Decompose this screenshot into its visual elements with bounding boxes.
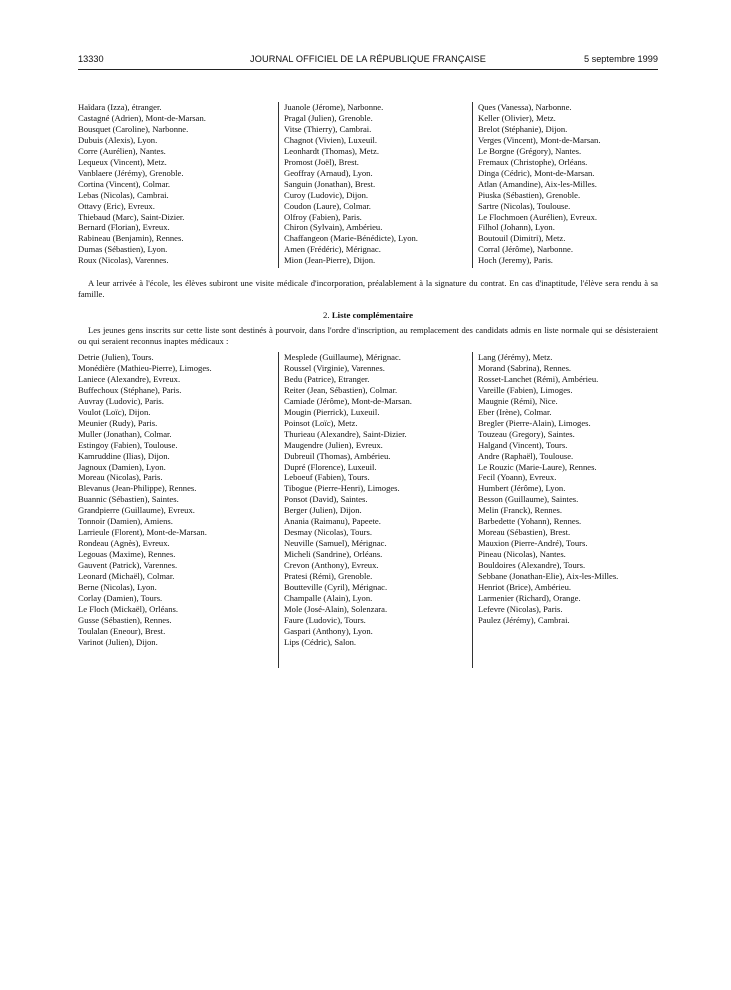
list-entry: Piuska (Sébastien), Grenoble. [478, 189, 581, 200]
list-entry: Bregler (Pierre-Alain), Limoges. [478, 417, 591, 428]
list-entry: Dubuis (Alexis), Lyon. [78, 134, 158, 145]
list-entry: Eber (Irène), Colmar. [478, 406, 552, 417]
list-entry: Jagnoux (Damien), Lyon. [78, 461, 166, 472]
list-entry: Anania (Raimanu), Papeete. [284, 516, 381, 527]
list-entry: Thiebaud (Marc), Saint-Dizier. [78, 211, 185, 222]
list-entry: Gauvent (Patrick), Varennes. [78, 560, 178, 571]
list-entry: Larrieule (Florent), Mont-de-Marsan. [78, 527, 207, 538]
list-entry: Laniece (Alexandre), Evreux. [78, 373, 181, 384]
list-entry: Sebbane (Jonathan-Elie), Aix-les-Milles. [478, 571, 619, 582]
list-entry: Estingoy (Fabien), Toulouse. [78, 439, 178, 450]
list-entry: Promost (Joël), Brest. [284, 156, 359, 167]
list-entry: Moreau (Sébastien), Brest. [478, 527, 571, 538]
list-entry: Cortina (Vincent), Colmar. [78, 178, 171, 189]
list-entry: Neuville (Samuel), Mérignac. [284, 538, 387, 549]
list-entry: Chaffangeon (Marie-Bénédicte), Lyon. [284, 233, 418, 244]
list-entry: Bouldoires (Alexandre), Tours. [478, 560, 586, 571]
list-entry: Le Flochmoen (Aurélien), Evreux. [478, 211, 598, 222]
list-entry: Ques (Vanessa), Narbonne. [478, 102, 572, 112]
list-entry: Barbedette (Yohann), Rennes. [478, 516, 582, 527]
list-entry: Moreau (Nicolas), Paris. [78, 472, 163, 483]
list-entry: Lang (Jérémy), Metz. [478, 352, 553, 362]
page-header [78, 54, 658, 68]
list-entry: Keller (Olivier), Metz. [478, 112, 556, 123]
list-entry: Rabineau (Benjamin), Rennes. [78, 233, 184, 244]
list-entry: Buannic (Sébastien), Saintes. [78, 494, 179, 505]
list-entry: Mole (José-Alain), Solenzara. [284, 603, 388, 614]
list-entry: Dinga (Cédric), Mont-de-Marsan. [478, 167, 595, 178]
list-column [472, 352, 666, 668]
list-entry: Crevon (Anthony), Evreux. [284, 560, 379, 571]
list-entry: Meunier (Rudy), Paris. [78, 417, 158, 428]
list-entry: Melin (Franck), Rennes. [478, 505, 563, 516]
list-entry: Fremaux (Christophe), Orléans. [478, 156, 588, 167]
list-entry: Toulalan (Eneour), Brest. [78, 625, 166, 636]
list-entry: Faure (Ludovic), Tours. [284, 614, 366, 625]
list-entry: Champalle (Alain), Lyon. [284, 592, 373, 603]
section-title: Liste complémentaire [331, 310, 413, 320]
list-entry: Kamruddine (Ilias), Dijon. [78, 450, 170, 461]
list-entry: Pragal (Julien), Grenoble. [284, 112, 373, 123]
list-entry: Chiron (Sylvain), Ambérieu. [284, 222, 383, 233]
list-entry: Mesplede (Guillaume), Mérignac. [284, 352, 401, 362]
list-entry: Besson (Guillaume), Saintes. [478, 494, 579, 505]
list-entry: Lips (Cédric), Salon. [284, 636, 357, 647]
list-entry: Tibogue (Pierre-Henri), Limoges. [284, 483, 400, 494]
list-entry: Fecil (Yoann), Evreux. [478, 472, 557, 483]
list-entry: Tonnoir (Damien), Amiens. [78, 516, 173, 527]
list-entry: Dumas (Sébastien), Lyon. [78, 244, 168, 255]
list-entry: Legouas (Maxime), Rennes. [78, 549, 176, 560]
list-entry: Hoch (Jeremy), Paris. [478, 255, 553, 266]
list-entry: Detrie (Julien), Tours. [78, 352, 154, 362]
list-entry: Le Borgne (Grégory), Nantes. [478, 145, 582, 156]
list-entry: Rondeau (Agnès), Evreux. [78, 538, 170, 549]
list-entry: Poinsot (Loïc), Metz. [284, 417, 358, 428]
list-entry: Ottavy (Eric), Evreux. [78, 200, 155, 211]
list-entry: Corral (Jérôme), Narbonne. [478, 244, 573, 255]
list-entry: Filhol (Johann), Lyon. [478, 222, 555, 233]
list-entry: Desmay (Nicolas), Tours. [284, 527, 373, 538]
list-entry: Sanguin (Jonathan), Brest. [284, 178, 376, 189]
complementary-list-paragraph: Les jeunes gens inscrits sur cette liste sont destinés à pourvoir, dans l'ordre d'inscription, au remplacement des candidats admis en liste normale qui se désisteraient ou qui seraient reconnus inaptes médicaux : [78, 325, 658, 346]
list-entry: Gaspari (Anthony), Lyon. [284, 625, 373, 636]
list-entry: Mougin (Pierrick), Luxeuil. [284, 406, 380, 417]
list-entry: Juanole (Jérome), Narbonne. [284, 102, 384, 112]
list-entry: Lefevre (Nicolas), Paris. [478, 603, 563, 614]
list-entry: Larmenier (Richard), Orange. [478, 592, 581, 603]
list-entry: Mion (Jean-Pierre), Dijon. [284, 255, 376, 266]
list-entry: Le Rouzic (Marie-Laure), Rennes. [478, 461, 597, 472]
list-entry: Coudon (Laure), Colmar. [284, 200, 371, 211]
list-entry: Castagné (Adrien), Mont-de-Marsan. [78, 112, 206, 123]
list-entry: Varinot (Julien), Dijon. [78, 636, 158, 647]
list-entry: Maugnie (Rémi), Nice. [478, 395, 558, 406]
section-number: 2. [323, 310, 330, 320]
list-entry: Dupré (Florence), Luxeuil. [284, 461, 377, 472]
list-column [78, 102, 266, 268]
list-entry: Brelot (Stéphanie), Dijon. [478, 123, 568, 134]
list-entry: Bousquet (Caroline), Narbonne. [78, 123, 189, 134]
list-entry: Boutteville (Cyril), Mérignac. [284, 582, 388, 593]
complementary-list [78, 352, 658, 670]
list-entry: Sartre (Nicolas), Toulouse. [478, 200, 571, 211]
list-entry: Morand (Sabrina), Rennes. [478, 362, 572, 373]
list-entry: Boutouil (Dimitri), Metz. [478, 233, 566, 244]
list-entry: Lequeux (Vincent), Metz. [78, 156, 167, 167]
list-entry: Vareille (Fabien), Limoges. [478, 384, 573, 395]
list-entry: Vitse (Thierry), Cambrai. [284, 123, 372, 134]
list-entry: Chagnot (Vivien), Luxeuil. [284, 134, 378, 145]
list-entry: Monédière (Mathieu-Pierre), Limoges. [78, 362, 212, 373]
list-column [278, 102, 472, 268]
list-column [472, 102, 666, 268]
list-entry: Verges (Vincent), Mont-de-Marsan. [478, 134, 601, 145]
list-entry: Pratesi (Rémi), Grenoble. [284, 571, 373, 582]
list-entry: Berger (Julien), Dijon. [284, 505, 362, 516]
list-entry: Mauxion (Pierre-André), Tours. [478, 538, 588, 549]
list-entry: Camiade (Jérôme), Mont-de-Marsan. [284, 395, 412, 406]
list-entry: Roussel (Virginie), Varennes. [284, 362, 385, 373]
list-entry: Pineau (Nicolas), Nantes. [478, 549, 566, 560]
list-entry: Henriot (Brice), Ambérieu. [478, 582, 572, 593]
journal-title: JOURNAL OFFICIEL DE LA RÉPUBLIQUE FRANÇAISE [250, 54, 486, 64]
list-entry: Bedu (Patrice), Etranger. [284, 373, 370, 384]
header-rule [78, 69, 658, 70]
list-entry: Curoy (Ludovic), Dijon. [284, 189, 369, 200]
list-entry: Vanblaere (Jérémy), Grenoble. [78, 167, 184, 178]
list-entry: Berne (Nicolas), Lyon. [78, 582, 157, 593]
list-entry: Atlan (Amandine), Aix-les-Milles. [478, 178, 597, 189]
list-entry: Voulot (Loïc), Dijon. [78, 406, 151, 417]
list-entry: Thurieau (Alexandre), Saint-Dizier. [284, 428, 407, 439]
list-entry: Grandpierre (Guillaume), Evreux. [78, 505, 195, 516]
list-entry: Dubreuil (Thomas), Ambérieu. [284, 450, 391, 461]
list-entry: Rosset-Lanchet (Rémi), Ambérieu. [478, 373, 599, 384]
list-entry: Humbert (Jérôme), Lyon. [478, 483, 566, 494]
section-heading [78, 310, 658, 320]
list-entry: Bernard (Florian), Evreux. [78, 222, 170, 233]
list-entry: Olfroy (Fabien), Paris. [284, 211, 362, 222]
list-entry: Leboeuf (Fabien), Tours. [284, 472, 370, 483]
list-entry: Blevanus (Jean-Philippe), Rennes. [78, 483, 197, 494]
list-entry: Amen (Frédéric), Mérignac. [284, 244, 381, 255]
list-column [278, 352, 472, 668]
list-entry: Touzeau (Gregory), Saintes. [478, 428, 575, 439]
list-entry: Lebas (Nicolas), Cambrai. [78, 189, 169, 200]
list-entry: Reiter (Jean, Sébastien), Colmar. [284, 384, 398, 395]
page-number: 13330 [78, 54, 104, 64]
list-entry: Geoffray (Arnaud), Lyon. [284, 167, 373, 178]
admitted-list [78, 102, 658, 270]
list-entry: Roux (Nicolas), Varennes. [78, 255, 169, 266]
list-entry: Leonhardt (Thomas), Metz. [284, 145, 379, 156]
list-entry: Halgand (Vincent), Tours. [478, 439, 568, 450]
list-entry: Ponsot (David), Saintes. [284, 494, 368, 505]
list-entry: Andre (Raphaël), Toulouse. [478, 450, 574, 461]
list-entry: Corre (Aurélien), Nantes. [78, 145, 166, 156]
list-entry: Corlay (Damien), Tours. [78, 592, 163, 603]
list-entry: Haïdara (Izza), étranger. [78, 102, 162, 112]
list-entry: Paulez (Jérémy), Cambrai. [478, 614, 570, 625]
medical-visit-paragraph: A leur arrivée à l'école, les élèves subiront une visite médicale d'incorporation, préalablement à la signature du contrat. En cas d'inaptitude, l'élève sera rendu à sa famille. [78, 278, 658, 299]
list-entry: Buffechoux (Stéphane), Paris. [78, 384, 182, 395]
list-entry: Muller (Jonathan), Colmar. [78, 428, 172, 439]
list-entry: Leonard (Michaël), Colmar. [78, 571, 175, 582]
list-column [78, 352, 266, 668]
list-entry: Le Floch (Mickaël), Orléans. [78, 603, 178, 614]
publication-date: 5 septembre 1999 [583, 54, 658, 64]
list-entry: Maugendre (Julien), Evreux. [284, 439, 383, 450]
list-entry: Micheli (Sandrine), Orléans. [284, 549, 383, 560]
list-entry: Gusse (Sébastien), Rennes. [78, 614, 172, 625]
list-entry: Auvray (Ludovic), Paris. [78, 395, 164, 406]
